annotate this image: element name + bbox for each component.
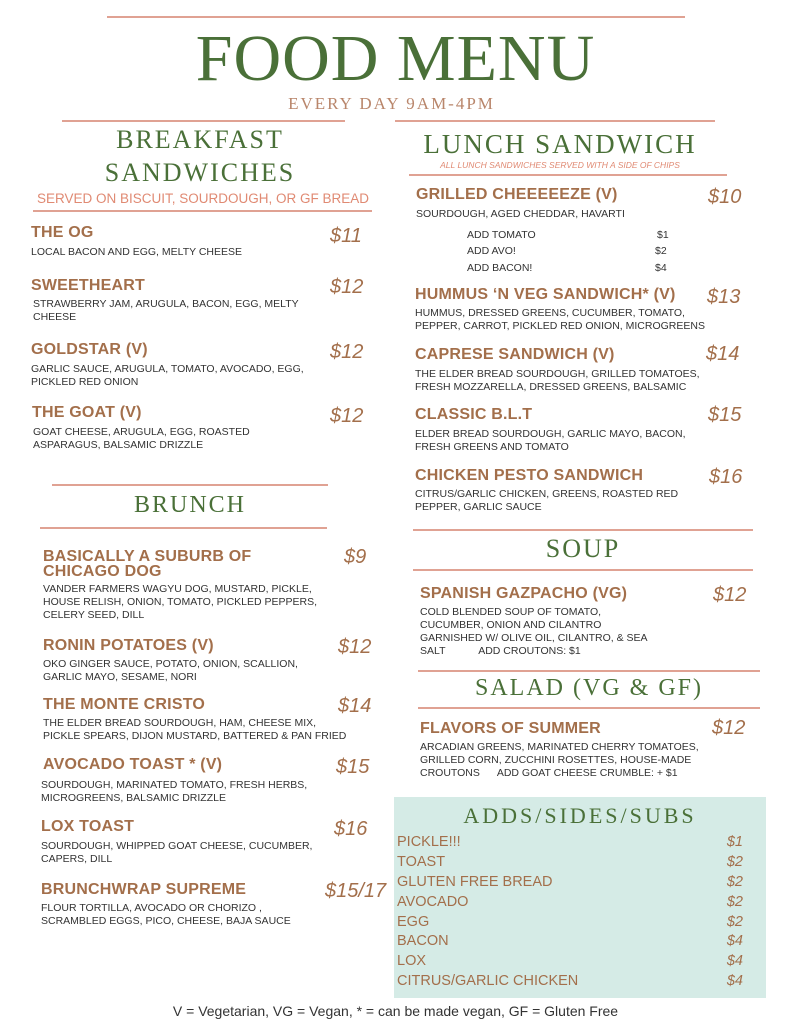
- item-price: $11: [330, 225, 362, 247]
- adds-row: [397, 933, 743, 953]
- adds-row: [397, 973, 743, 993]
- item-description: SOURDOUGH, WHIPPED GOAT CHEESE, CUCUMBER, CAPERS, DILL: [41, 840, 313, 865]
- item-name: BRUNCHWRAP SUPREME: [41, 881, 247, 898]
- adds-price: $1: [726, 834, 743, 850]
- lunch-bottom-rule: [409, 174, 727, 176]
- item-name: FLAVORS OF SUMMER: [420, 720, 601, 737]
- breakfast-bottom-rule: [33, 210, 372, 212]
- salad-description-text: ARCADIAN GREENS, MARINATED CHERRY TOMATOES, GRILLED CORN, ZUCCHINI ROSETTES, HOUSE-MADE CROUTONS: [420, 741, 699, 779]
- item-description: LOCAL BACON AND EGG, MELTY CHEESE: [31, 246, 243, 258]
- item-description: THE ELDER BREAD SOURDOUGH, GRILLED TOMATOES, FRESH MOZZARELLA, DRESSED GREENS, BALSAMIC: [415, 368, 700, 393]
- item-price: $14: [338, 695, 372, 717]
- page-subtitle: EVERY DAY 9AM-4PM: [288, 94, 495, 113]
- item-name: CHICKEN PESTO SANDWICH: [415, 467, 644, 484]
- adds-row: [397, 874, 743, 894]
- item-name: LOX TOAST: [41, 818, 135, 835]
- item-price: $14: [706, 343, 740, 365]
- adds-label: PICKLE!!!: [397, 834, 461, 850]
- item-description: GOAT CHEESE, ARUGULA, EGG, ROASTED ASPARAGUS, BALSAMIC DRIZZLE: [33, 426, 250, 451]
- item-price: $12: [330, 276, 364, 298]
- adds-label: EGG: [397, 914, 430, 930]
- item-price: $12: [330, 405, 364, 427]
- item-price: $10: [708, 186, 742, 208]
- soup-top-rule: [413, 529, 753, 531]
- item-name: THE MONTE CRISTO: [43, 696, 206, 713]
- adds-price: $2: [726, 874, 743, 890]
- adds-label: CITRUS/GARLIC CHICKEN: [397, 973, 579, 989]
- item-description: FLOUR TORTILLA, AVOCADO OR CHORIZO , SCRAMBLED EGGS, PICO, CHEESE, BAJA SAUCE: [41, 902, 291, 927]
- item-price: $12: [712, 717, 746, 739]
- adds-section-title: ADDS/SIDES/SUBS: [463, 803, 697, 828]
- item-description: OKO GINGER SAUCE, POTATO, ONION, SCALLION, GARLIC MAYO, SESAME, NORI: [43, 658, 298, 683]
- soup-description-text: COLD BLENDED SOUP OF TOMATO, CUCUMBER, ONION AND CILANTRO GARNISHED W/ OLIVE OIL, CILANTRO, & SEA SALT: [420, 606, 647, 657]
- item-description: SOURDOUGH, AGED CHEDDAR, HAVARTI: [416, 208, 625, 220]
- item-description: THE ELDER BREAD SOURDOUGH, HAM, CHEESE MIX, PICKLE SPEARS, DIJON MUSTARD, BATTERED & PAN FRIED: [43, 717, 347, 742]
- item-price: $12: [338, 636, 372, 658]
- item-description: ELDER BREAD SOURDOUGH, GARLIC MAYO, BACON, FRESH GREENS AND TOMATO: [415, 428, 686, 453]
- soup-bottom-rule: [413, 569, 753, 571]
- item-price: $16: [709, 466, 743, 488]
- item-description: SOURDOUGH, MARINATED TOMATO, FRESH HERBS, MICROGREENS, BALSAMIC DRIZZLE: [41, 779, 308, 804]
- dietary-legend: V = Vegetarian, VG = Vegan, * = can be made vegan, GF = Gluten Free: [172, 1003, 619, 1019]
- salad-bottom-rule: [418, 707, 760, 709]
- header-top-rule: [107, 16, 685, 18]
- adds-label: GLUTEN FREE BREAD: [397, 874, 553, 890]
- breakfast-note: SERVED ON BISCUIT, SOURDOUGH, OR GF BREAD: [36, 191, 370, 206]
- lunch-note: ALL LUNCH SANDWICHES SERVED WITH A SIDE OF CHIPS: [440, 160, 680, 170]
- item-name: AVOCADO TOAST * (V): [43, 756, 223, 773]
- breakfast-top-rule: [62, 120, 345, 122]
- brunch-section-title: BRUNCH: [133, 492, 247, 518]
- lunch-section-title: LUNCH SANDWICH: [423, 129, 697, 159]
- item-name: SWEETHEART: [31, 277, 145, 294]
- item-name: RONIN POTATOES (V): [43, 637, 214, 654]
- addon-price: $2: [655, 245, 667, 257]
- item-price: $12: [330, 341, 364, 363]
- adds-price: $4: [726, 953, 743, 969]
- item-name: CLASSIC B.L.T: [415, 406, 533, 423]
- adds-row: [397, 953, 743, 973]
- item-name: HUMMUS ‘N VEG SANDWICH* (V): [415, 286, 676, 303]
- adds-row: [397, 894, 743, 914]
- lunch-top-rule: [395, 120, 715, 122]
- adds-sides-subs-panel: [394, 797, 766, 998]
- item-description: VANDER FARMERS WAGYU DOG, MUSTARD, PICKLE, HOUSE RELISH, ONION, TOMATO, PICKLED PEPPERS, CELERY SEED, DILL: [43, 583, 318, 621]
- item-price: $13: [707, 286, 741, 308]
- item-description: CITRUS/GARLIC CHICKEN, GREENS, ROASTED RED PEPPER, GARLIC SAUCE: [415, 488, 679, 513]
- soup-addon: ADD CROUTONS: $1: [478, 645, 581, 657]
- soup-section-title: SOUP: [545, 534, 621, 563]
- adds-price: $2: [726, 914, 743, 930]
- item-price: $15/17: [325, 880, 387, 902]
- item-description: HUMMUS, DRESSED GREENS, CUCUMBER, TOMATO, PEPPER, CARROT, PICKLED RED ONION, MICROGREENS: [415, 307, 705, 332]
- item-price: $9: [344, 546, 367, 568]
- salad-section-title: SALAD (VG & GF): [475, 675, 703, 701]
- item-name: GOLDSTAR (V): [31, 341, 148, 358]
- adds-label: AVOCADO: [397, 894, 469, 910]
- item-price: $12: [713, 584, 747, 606]
- item-price: $15: [708, 404, 742, 426]
- addon-label: ADD AVO!: [467, 245, 516, 257]
- item-description: [420, 741, 720, 780]
- item-description: [420, 606, 660, 658]
- item-name: THE OG: [31, 224, 94, 241]
- adds-row: [397, 854, 743, 874]
- item-description: GARLIC SAUCE, ARUGULA, TOMATO, AVOCADO, EGG, PICKLED RED ONION: [31, 363, 304, 388]
- item-name: GRILLED CHEEEEEZE (V): [416, 186, 618, 203]
- adds-label: TOAST: [397, 854, 446, 870]
- adds-price: $4: [726, 973, 743, 989]
- item-name: CAPRESE SANDWICH (V): [415, 346, 615, 363]
- item-name: BASICALLY A SUBURB OF CHICAGO DOG: [43, 548, 252, 580]
- addon-label: ADD BACON!: [467, 262, 533, 274]
- breakfast-section-title: [40, 124, 360, 188]
- page-title: FOOD MENU: [195, 22, 596, 95]
- item-price: $15: [336, 756, 370, 778]
- addon-price: $1: [657, 229, 669, 241]
- item-price: $16: [334, 818, 368, 840]
- breakfast-title-line1: BREAKFAST: [116, 125, 284, 154]
- adds-price: $4: [726, 933, 743, 949]
- item-description: STRAWBERRY JAM, ARUGULA, BACON, EGG, MELTY CHEESE: [33, 298, 299, 323]
- salad-addon: ADD GOAT CHEESE CRUMBLE: + $1: [496, 767, 678, 779]
- item-name: SPANISH GAZPACHO (VG): [420, 585, 628, 602]
- salad-top-rule: [418, 670, 760, 672]
- adds-row: [397, 914, 743, 934]
- item-name: THE GOAT (V): [32, 404, 142, 421]
- brunch-bottom-rule: [40, 527, 327, 529]
- brunch-top-rule: [52, 484, 328, 486]
- adds-price: $2: [726, 894, 743, 910]
- addon-price: $4: [655, 262, 667, 274]
- adds-label: LOX: [397, 953, 427, 969]
- breakfast-title-line2: SANDWICHES: [104, 158, 296, 188]
- adds-price: $2: [726, 854, 743, 870]
- addon-label: ADD TOMATO: [467, 229, 536, 241]
- adds-label: BACON: [397, 933, 449, 949]
- adds-row: [397, 834, 743, 854]
